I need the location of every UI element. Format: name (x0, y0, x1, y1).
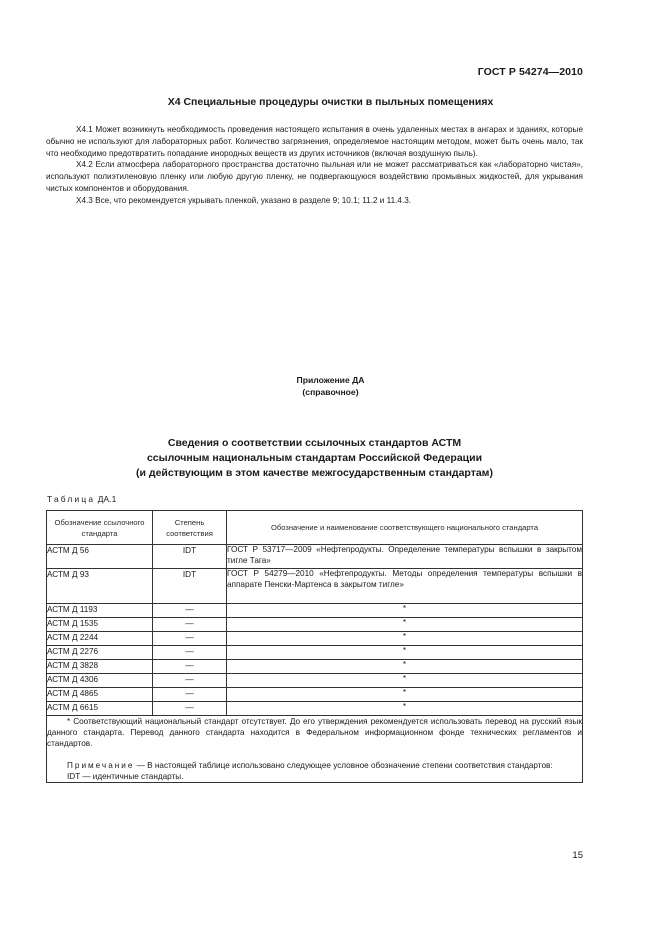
appendix-title-line: Сведения о соответствии ссылочных стандартов АСТМ (167, 437, 462, 449)
table-caption-number: ДА.1 (97, 494, 117, 504)
table-caption-word: Таблица (47, 494, 96, 504)
table-footnote: * Соответствующий национальный стандарт отсутствует. До его утверждения рекомендуется использовать перевод на русский язык данного стандарта. Перевод данного стандарта находится в Федеральном информационном фонде технических регламентов и стандартов. (47, 717, 582, 749)
table-row (47, 688, 583, 702)
cell-national: ГОСТ Р 53717—2009 «Нефтепродукты. Определение температуры вспышки в закрытом тигле Тага» (227, 545, 583, 569)
header-national-standard: Обозначение и наименование соответствующего национального стандарта (227, 511, 583, 545)
cell-code: АСТМ Д 1535 (47, 618, 153, 632)
cell-degree: — (153, 674, 227, 688)
cell-code: АСТМ Д 2276 (47, 646, 153, 660)
cell-degree: — (153, 604, 227, 618)
cell-code: АСТМ Д 93 (47, 569, 153, 604)
table-row (47, 632, 583, 646)
cell-degree: — (153, 688, 227, 702)
table-row (47, 545, 583, 569)
appendix-heading (46, 374, 615, 398)
cell-national: * (227, 660, 583, 674)
header-reference-standard: Обозначение ссылочного стандарта (47, 511, 153, 545)
note-item: IDT — идентичные стандарты. (67, 771, 184, 781)
paragraph-x4-2: Х4.2 Если атмосфера лабораторного пространства достаточно пыльная или не может рассматриваться как «лабораторно чистая», используют полиэтиленовую пленку или любую другую пленку, не подвергающуюся воздействию промывных жидкостей, для укрывания чистых компонентов и оборудования. (46, 160, 583, 193)
note-text: — В настоящей таблице использовано следующее условное обозначение степени соответствия стандартов: (134, 760, 553, 770)
cell-national: * (227, 604, 583, 618)
cell-code: АСТМ Д 3828 (47, 660, 153, 674)
table-notes-row (47, 716, 583, 783)
cell-degree: — (153, 660, 227, 674)
table-notes (47, 716, 583, 783)
table-note (47, 760, 582, 771)
cell-national: * (227, 618, 583, 632)
cell-national: * (227, 632, 583, 646)
cell-code: АСТМ Д 1193 (47, 604, 153, 618)
cell-degree: — (153, 618, 227, 632)
table-row (47, 569, 583, 604)
cell-degree: IDT (153, 545, 227, 569)
table-row (47, 660, 583, 674)
appendix-label: Приложение ДА (296, 375, 365, 385)
paragraph-x4-3: Х4.3 Все, что рекомендуется укрывать пленкой, указано в разделе 9; 10.1; 11.2 и 11.4.3. (76, 195, 412, 205)
appendix-kind: (справочное) (302, 387, 359, 397)
header-degree: Степень соответствия (153, 511, 227, 545)
paragraph-x4-1: Х4.1 Может возникнуть необходимость проведения настоящего испытания в очень удаленных местах в ангарах и зданиях, которые обычно не используют для лабораторных работ. Количество загрязнения, определяемое настоящим методом, может быть очень мало, так что необходимо предотвратить попадание инородных веществ из других источников (включая воздушную пыль). (46, 125, 583, 158)
cell-national: * (227, 688, 583, 702)
cell-code: АСТМ Д 4865 (47, 688, 153, 702)
cell-code: АСТМ Д 2244 (47, 632, 153, 646)
table-row (47, 702, 583, 716)
cell-degree: — (153, 646, 227, 660)
note-label: Примечание (67, 760, 135, 770)
cell-code: АСТМ Д 4306 (47, 674, 153, 688)
correspondence-table (46, 510, 583, 783)
table-header-row (47, 511, 583, 545)
table-row (47, 618, 583, 632)
section-title: Х4 Специальные процедуры очистки в пыльных помещениях (167, 96, 494, 108)
cell-code: АСТМ Д 56 (47, 545, 153, 569)
cell-national: * (227, 674, 583, 688)
page-number: 15 (572, 850, 583, 861)
cell-degree: — (153, 632, 227, 646)
section-body (46, 124, 583, 207)
cell-code: АСТМ Д 6615 (47, 702, 153, 716)
table-caption (47, 494, 116, 504)
table-row (47, 646, 583, 660)
cell-degree: — (153, 702, 227, 716)
cell-national: ГОСТ Р 54279—2010 «Нефтепродукты. Методы определения температуры вспышки в аппарате Пенски-Мартенса в закрытом тигле» (227, 569, 583, 604)
cell-degree: IDT (153, 569, 227, 604)
cell-national: * (227, 702, 583, 716)
appendix-title-line: (и действующим в этом качестве межгосударственным стандартам) (136, 467, 493, 479)
table-row (47, 674, 583, 688)
appendix-title (46, 436, 583, 481)
table-row (47, 604, 583, 618)
cell-national: * (227, 646, 583, 660)
document-id-header: ГОСТ Р 54274—2010 (477, 66, 583, 78)
appendix-title-line: ссылочным национальным стандартам Российской Федерации (146, 452, 483, 464)
